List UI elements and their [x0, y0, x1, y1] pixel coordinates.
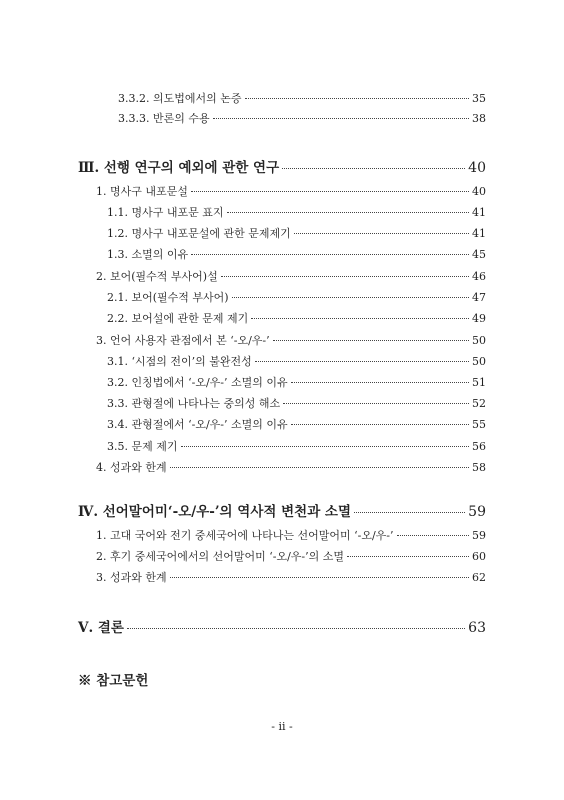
- dot-leader: [227, 212, 470, 213]
- toc-entry-page: 46: [472, 270, 486, 283]
- dot-leader: [291, 424, 469, 425]
- toc-entry-title: 3.3.3. 반론의 수용: [118, 112, 210, 125]
- toc-entry-3-3-3[interactable]: [118, 110, 486, 126]
- toc-entry-title: 3.4. 관형절에서 ‘-오/우-’ 소멸의 이유: [107, 418, 288, 431]
- dot-leader: [251, 318, 469, 319]
- dot-leader: [170, 577, 469, 578]
- toc-entry-1-3[interactable]: [107, 246, 486, 262]
- toc-entry-3-3[interactable]: [107, 395, 486, 411]
- toc-entry-ch4-1[interactable]: [96, 527, 486, 543]
- toc-entry-3-3-2[interactable]: [118, 90, 486, 106]
- dot-leader: [245, 98, 470, 99]
- toc-entry-page: 45: [472, 248, 486, 261]
- toc-entry-title: 3.2. 인칭법에서 ‘-오/우-’ 소멸의 이유: [107, 376, 288, 389]
- dot-leader: [127, 628, 465, 629]
- toc-entry-title: 4. 성과와 한계: [96, 461, 167, 474]
- dot-leader: [282, 168, 465, 169]
- toc-entry-page: 49: [472, 312, 486, 325]
- dot-leader: [354, 512, 465, 513]
- toc-entry-page: 59: [472, 529, 486, 542]
- toc-entry-4[interactable]: [96, 459, 486, 475]
- toc-entry-page: 60: [472, 550, 486, 563]
- toc-chapter-4[interactable]: [78, 500, 486, 520]
- toc-entry-title: 1.1. 명사구 내포문 표지: [107, 206, 224, 219]
- dot-leader: [232, 297, 469, 298]
- toc-entry-title: 3.3. 관형절에 나타나는 중의성 해소: [107, 397, 281, 410]
- toc-chapter-3[interactable]: [78, 156, 486, 176]
- toc-entry-ch4-3[interactable]: [96, 569, 486, 585]
- dot-leader: [191, 254, 469, 255]
- toc-entry-title: 1. 명사구 내포문설: [96, 185, 188, 198]
- toc-entry-title: 3. 언어 사용자 관점에서 본 ‘-오/우-’: [96, 334, 270, 347]
- toc-entry-3-1[interactable]: [107, 353, 486, 369]
- page-number: - ii -: [271, 720, 293, 733]
- toc-entry-2[interactable]: [96, 268, 486, 284]
- dot-leader: [181, 446, 470, 447]
- dot-leader: [213, 118, 469, 119]
- toc-entry-page: 50: [472, 355, 486, 368]
- toc-entry-title: 2. 후기 중세국어에서의 선어말어미 ‘-오/우-’의 소멸: [96, 550, 345, 563]
- toc-chapter-page: 59: [468, 504, 486, 520]
- toc-chapter-title: Ⅲ. 선행 연구의 예외에 관한 연구: [78, 160, 280, 176]
- dot-leader: [221, 276, 469, 277]
- toc-entry-title: 2.2. 보어설에 관한 문제 제기: [107, 312, 249, 325]
- toc-entry-page: 52: [472, 397, 486, 410]
- dot-leader: [291, 382, 469, 383]
- toc-entry-title: 3. 성과와 한계: [96, 571, 167, 584]
- toc-entry-3-5[interactable]: [107, 438, 486, 454]
- toc-entry-1-2[interactable]: [107, 225, 486, 241]
- toc-entry-title: 1.2. 명사구 내포문설에 관한 문제제기: [107, 227, 291, 240]
- dot-leader: [255, 361, 469, 362]
- toc-entry-title: 3.5. 문제 제기: [107, 440, 178, 453]
- toc-entry-2-2[interactable]: [107, 310, 486, 326]
- toc-entry-page: 41: [472, 227, 486, 240]
- dot-leader: [283, 403, 469, 404]
- toc-entry-page: 50: [472, 334, 486, 347]
- dot-leader: [273, 340, 469, 341]
- toc-entry-page: 47: [472, 291, 486, 304]
- toc-chapter-5[interactable]: [78, 616, 486, 636]
- dot-leader: [347, 556, 469, 557]
- toc-chapter-title: Ⅴ. 결론: [78, 620, 124, 636]
- toc-entry-page: 56: [472, 440, 486, 453]
- references-heading[interactable]: ※ 참고문헌: [78, 673, 149, 689]
- toc-entry-ch4-2[interactable]: [96, 548, 486, 564]
- dot-leader: [294, 233, 469, 234]
- toc-entry-3[interactable]: [96, 332, 486, 348]
- toc-entry-3-4[interactable]: [107, 416, 486, 432]
- dot-leader: [397, 535, 469, 536]
- toc-entry-title: 1. 고대 국어와 전기 중세국어에 나타나는 선어말어미 ‘-오/우-’: [96, 529, 394, 542]
- toc-entry-page: 40: [472, 185, 486, 198]
- toc-entry-page: 62: [472, 571, 486, 584]
- dot-leader: [191, 191, 469, 192]
- toc-entry-title: 2. 보어(필수적 부사어)설: [96, 270, 218, 283]
- toc-entry-title: 3.1. ‘시점의 전이’의 불완전성: [107, 355, 252, 368]
- toc-entry-3-2[interactable]: [107, 374, 486, 390]
- toc-chapter-page: 40: [468, 160, 486, 176]
- dot-leader: [170, 467, 469, 468]
- toc-entry-page: 55: [472, 418, 486, 431]
- toc-entry-title: 2.1. 보어(필수적 부사어): [107, 291, 229, 304]
- toc-entry-page: 51: [472, 376, 486, 389]
- toc-entry-page: 58: [472, 461, 486, 474]
- toc-entry-page: 41: [472, 206, 486, 219]
- toc-chapter-title: Ⅳ. 선어말어미‘-오/우-’의 역사적 변천과 소멸: [78, 504, 352, 520]
- toc-chapter-page: 63: [468, 620, 486, 636]
- toc-entry-page: 35: [472, 92, 486, 105]
- toc-entry-1-1[interactable]: [107, 204, 486, 220]
- toc-entry-title: 3.3.2. 의도법에서의 논증: [118, 92, 242, 105]
- toc-entry-title: 1.3. 소멸의 이유: [107, 248, 189, 261]
- toc-entry-page: 38: [472, 112, 486, 125]
- toc-entry-2-1[interactable]: [107, 289, 486, 305]
- toc-entry-1[interactable]: [96, 183, 486, 199]
